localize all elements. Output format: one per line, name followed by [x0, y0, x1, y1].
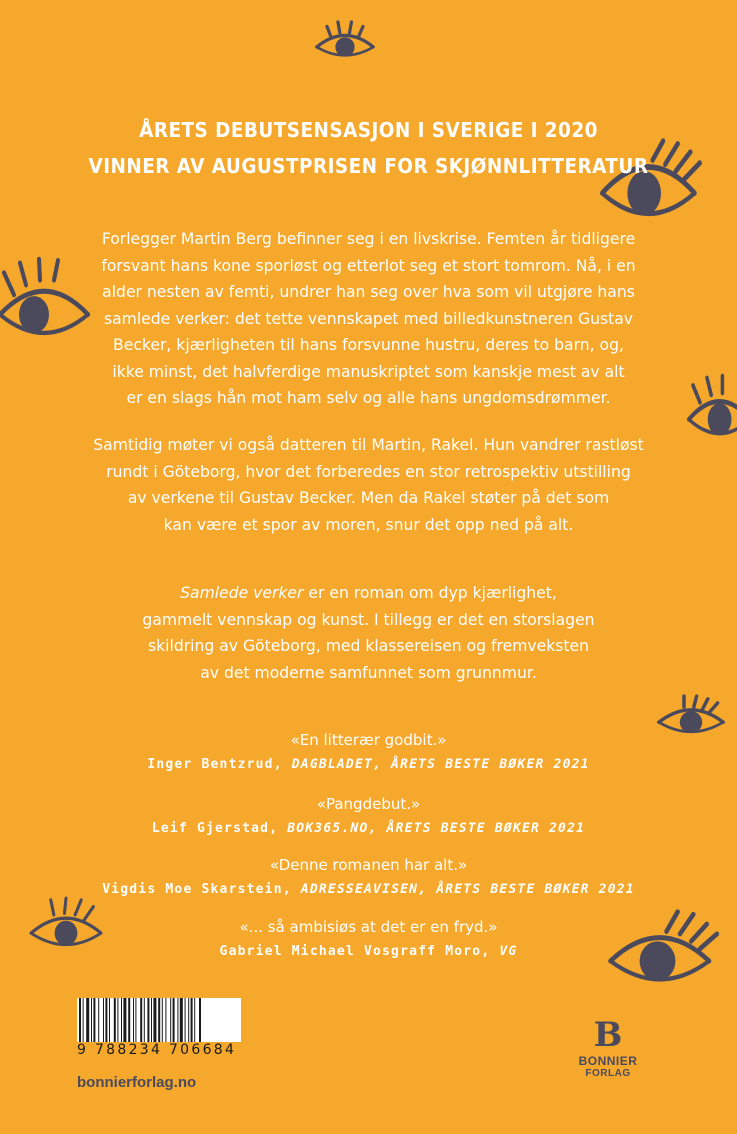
review-author: Vigdis Moe Skarstein,: [102, 882, 301, 897]
review-quote: «Pangdebut.»: [316, 795, 421, 813]
review-source: [0, 821, 737, 836]
text-line: av verkene til Gustav Becker. Men da Rakel støter på det som: [127, 489, 610, 507]
review-author: Leif Gjerstad,: [151, 821, 288, 836]
text-line: alder nesten av femti, undrer han seg over hva som vil utgjøre hans: [102, 283, 635, 301]
text-line: ikke minst, det halvferdige manuskriptet som kanskje mest av alt: [112, 362, 625, 381]
text-line: [90, 580, 647, 607]
eye-icon: [686, 376, 737, 442]
text-line: gammelt vennskap og kunst. I tillegg er det en storslagen: [142, 610, 595, 629]
logo-letter: B: [593, 1015, 623, 1055]
text-line: skildring av Göteborg, med klassereisen og fremveksten: [148, 637, 589, 655]
blurb-paragraph-3: [90, 580, 647, 686]
text-line: Samtidig møter vi også datteren til Martin, Rakel. Hun vandrer rastløst: [93, 436, 644, 454]
logo-subtitle: FORLAG: [585, 1068, 631, 1079]
blurb-paragraph-1: [90, 226, 647, 412]
text-line: rundt i Göteborg, hvor det forberedes en stor retrospektiv utstilling: [106, 462, 631, 481]
barcode-icon: [77, 998, 241, 1042]
review-quote: «... så ambisiøs at det er en fryd.»: [239, 918, 498, 936]
publisher-website: bonnierforlag.no: [77, 1074, 197, 1091]
headline-line-2: VINNER AV AUGUSTPRISEN FOR SKJØNNLITTERATUR: [88, 154, 649, 178]
review-publication: ADRESSEAVISEN, ÅRETS BESTE BØKER 2021: [300, 882, 635, 897]
review-publication: DAGBLADET, ÅRETS BESTE BØKER 2021: [291, 757, 590, 772]
isbn-number: 9 788234 706684: [77, 1042, 237, 1058]
eye-icon: [598, 130, 703, 226]
headline-line-1: ÅRETS DEBUTSENSASJON I SVERIGE I 2020: [139, 118, 598, 142]
review-author: Inger Bentzrud,: [147, 757, 292, 772]
review-source: [0, 757, 737, 772]
eye-icon: [0, 258, 96, 344]
text-line: er en slags hån mot ham selv og alle hans ungdomsdrømmer.: [126, 389, 611, 407]
text-line: samlede verker: det tette vennskapet med billedkunstneren Gustav: [103, 309, 634, 328]
text-line: Forlegger Martin Berg befinner seg i en livskrise. Femten år tidligere: [101, 230, 636, 248]
review-publication: BOK365.NO, ÅRETS BESTE BØKER 2021: [287, 821, 586, 836]
bonnier-logo: [568, 1015, 648, 1079]
review-quote: «En litterær godbit.»: [290, 731, 447, 749]
text-line: av det moderne samfunnet som grunnmur.: [200, 663, 537, 682]
logo-name: BONNIER: [578, 1054, 638, 1068]
review-publication: VG: [499, 944, 518, 959]
text-fragment: er en roman om dyp kjærlighet,: [303, 584, 557, 602]
text-line: kan være et spor av moren, snur det opp ned på alt.: [163, 515, 574, 534]
text-line: Becker, kjærligheten til hans forsvunne hustru, deres to barn, og,: [113, 336, 624, 354]
eye-icon: [312, 20, 378, 65]
review-author: Gabriel Michael Vosgraff Moro,: [219, 944, 500, 959]
text-line: forsvant hans kone sporløst og etterlot seg et stort tomrom. Nå, i en: [101, 256, 636, 275]
book-title: Samlede verker: [180, 584, 304, 602]
blurb-paragraph-2: [90, 432, 647, 538]
review-quote: «Denne romanen har alt.»: [269, 856, 468, 874]
review-source: [0, 882, 737, 897]
review-source: [0, 944, 737, 959]
